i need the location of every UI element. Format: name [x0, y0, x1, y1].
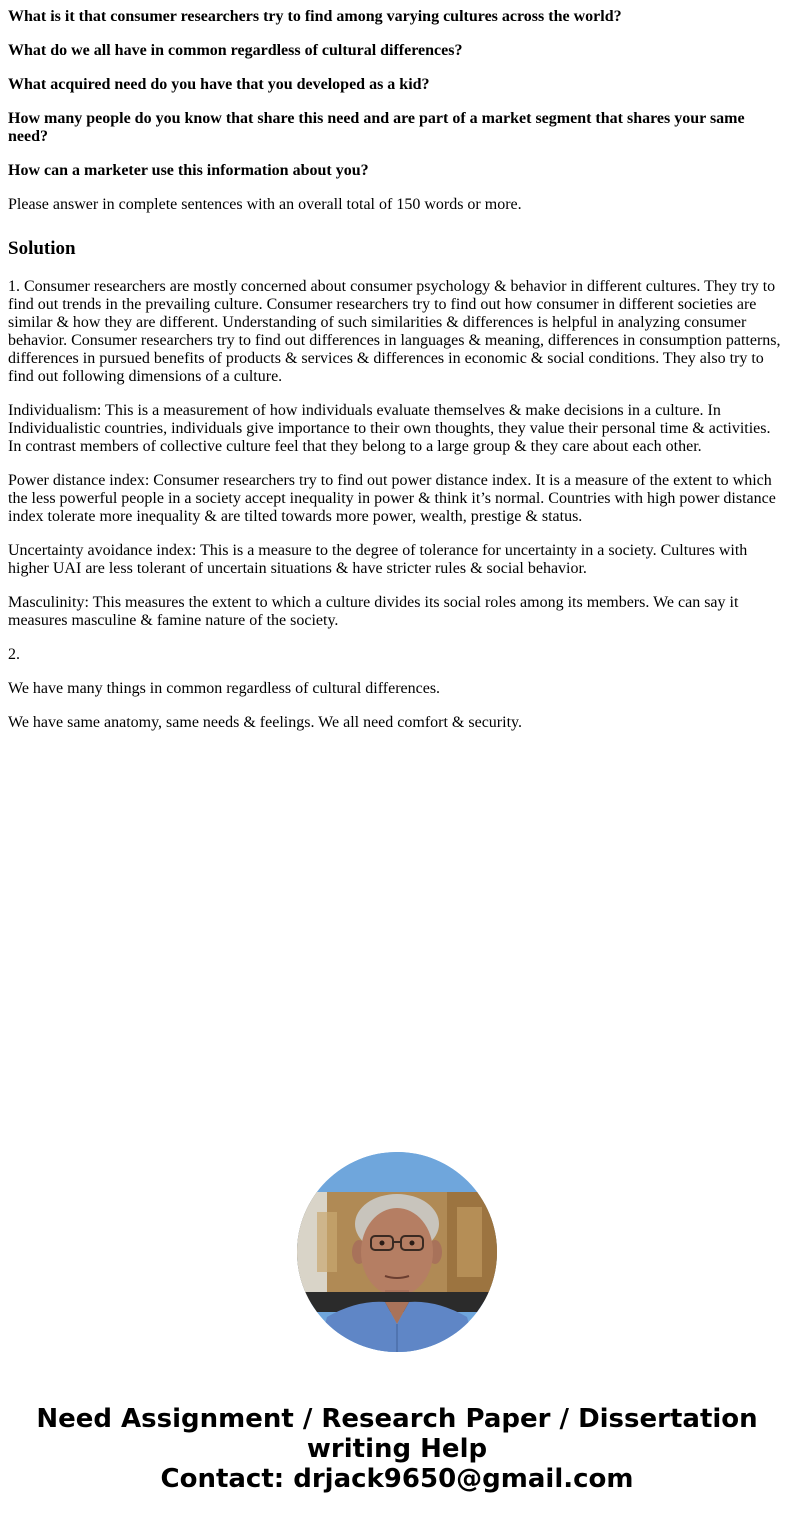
answer-paragraph-masculinity: Masculinity: This measures the extent to which a culture divides its social roles among its members. We can say it measures masculine & famine nature of the society.: [8, 594, 739, 629]
answer-paragraph-individualism: Individualism: This is a measurement of how individuals evaluate themselves & make decisions in a culture. In Individualistic countries, individuals give importance to their own thoughts, they value their personal time & activities. In contrast members of collective culture feel that they belong to a large group & they care about each other.: [8, 402, 771, 455]
question-2: What do we all have in common regardless of cultural differences?: [8, 42, 463, 59]
instruction-text: Please answer in complete sentences with an overall total of 150 words or more.: [8, 196, 522, 213]
question-4: How many people do you know that share this need and are part of a market segment that shares your same need?: [8, 110, 745, 145]
promo-line-1: Need Assignment / Research Paper / Dissertation: [36, 1404, 758, 1434]
promo-line-2: writing Help: [306, 1434, 488, 1464]
article: [8, 8, 786, 748]
promo-contact-email[interactable]: Contact: drjack9650@gmail.com: [160, 1464, 634, 1494]
answer-number-2: 2.: [8, 646, 20, 663]
question-1: What is it that consumer researchers try to find among varying cultures across the world?: [8, 8, 622, 25]
promo-section: [0, 1152, 794, 1494]
answer-paragraph-1: 1. Consumer researchers are mostly concerned about consumer psychology & behavior in different cultures. They try to find out trends in the prevailing culture. Consumer researchers try to find out how consumer in different societies are similar & how they are different. Understanding of such similarities & differences is helpful in analyzing consumer behavior. Consumer researchers try to find out differences in languages & meaning, differences in consumption patterns, differences in pursued benefits of products & services & differences in economic & social conditions. They also try to find out following dimensions of a culture.: [8, 278, 781, 385]
promo-text: [0, 1404, 794, 1494]
solution-heading: Solution: [8, 238, 76, 259]
question-3: What acquired need do you have that you developed as a kid?: [8, 76, 430, 93]
person-photo-icon: [297, 1152, 497, 1352]
avatar: [297, 1152, 497, 1352]
answer-paragraph-common: We have many things in common regardless of cultural differences.: [8, 680, 441, 697]
answer-paragraph-anatomy: We have same anatomy, same needs & feelings. We all need comfort & security.: [8, 714, 522, 731]
answer-paragraph-power-distance: Power distance index: Consumer researchers try to find out power distance index. It is a measure of the extent to which the less powerful people in a society accept inequality in power & think it’s normal. Countries with high power distance index tolerate more inequality & are tilted towards more power, wealth, prestige & status.: [8, 472, 776, 525]
answer-paragraph-uncertainty: Uncertainty avoidance index: This is a measure to the degree of tolerance for uncertainty in a society. Cultures with higher UAI are less tolerant of uncertain situations & have stricter rules & social behavior.: [8, 542, 748, 577]
question-5: How can a marketer use this information about you?: [8, 162, 369, 179]
